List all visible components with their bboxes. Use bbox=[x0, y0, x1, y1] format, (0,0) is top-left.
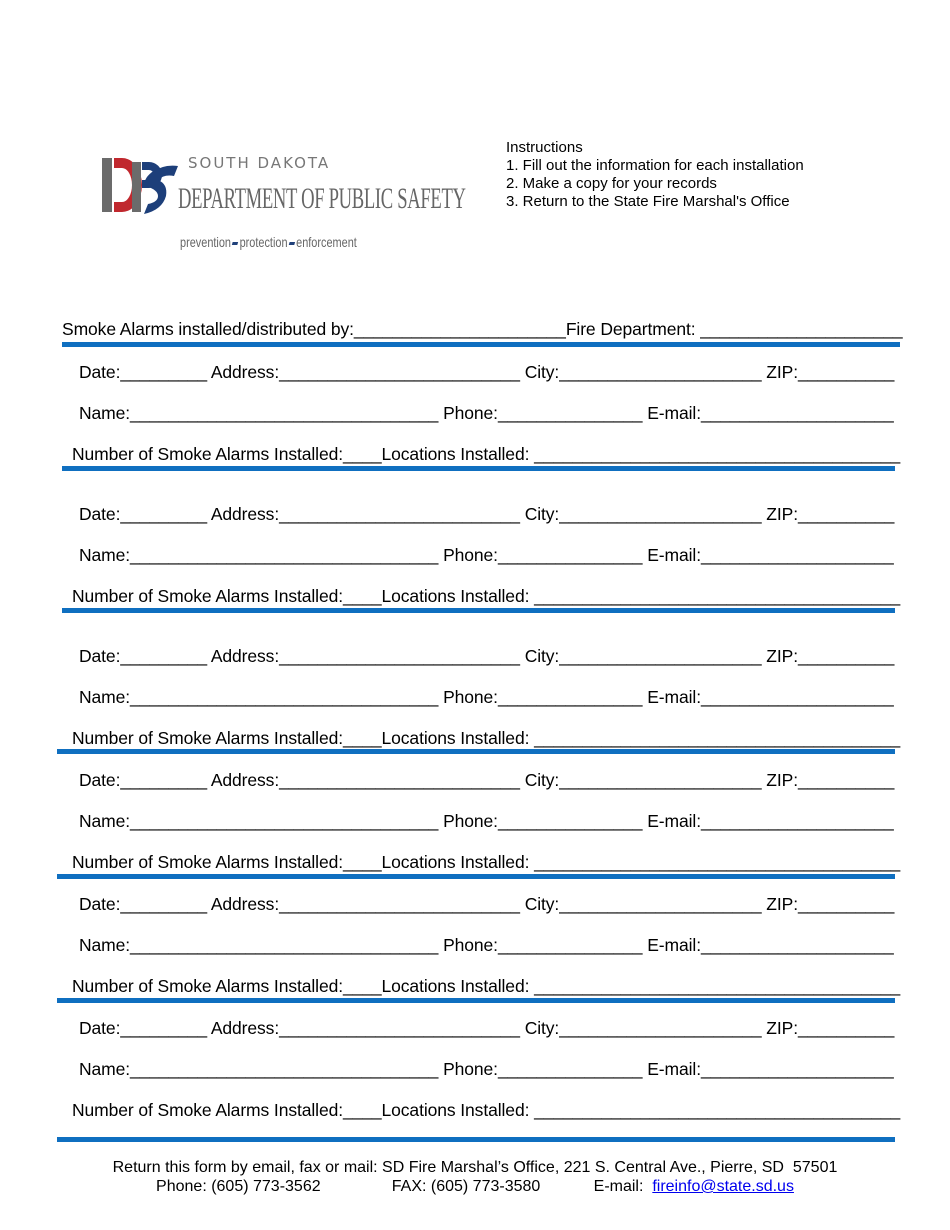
phone-label: Phone: bbox=[443, 811, 498, 831]
phone-field[interactable]: _______________ bbox=[497, 811, 643, 831]
address-field[interactable]: _________________________ bbox=[279, 894, 520, 914]
section-divider bbox=[57, 874, 895, 879]
footer-fax: FAX: (605) 773-3580 bbox=[391, 1178, 541, 1195]
address-field[interactable]: _________________________ bbox=[279, 770, 520, 790]
phone-label: Phone: bbox=[443, 935, 498, 955]
name-field[interactable]: ________________________________ bbox=[130, 1059, 439, 1079]
date-address-row bbox=[79, 362, 894, 383]
number-installed-field[interactable]: ____ bbox=[342, 1100, 382, 1120]
tagline-prevention: prevention bbox=[180, 234, 232, 250]
alarms-row bbox=[72, 586, 900, 607]
logo-department-text: DEPARTMENT OF PUBLIC SAFETY bbox=[178, 182, 466, 215]
locations-label: Locations Installed: bbox=[381, 586, 530, 606]
date-address-row bbox=[79, 1018, 894, 1039]
name-label: Name: bbox=[79, 545, 131, 565]
name-contact-row bbox=[79, 687, 894, 708]
date-field[interactable]: _________ bbox=[120, 894, 208, 914]
email-label: E-mail: bbox=[647, 403, 701, 423]
tagline-separator bbox=[289, 242, 295, 245]
city-label: City: bbox=[524, 1018, 560, 1038]
name-field[interactable]: ________________________________ bbox=[130, 935, 439, 955]
email-label: E-mail: bbox=[647, 935, 701, 955]
phone-label: Phone: bbox=[443, 403, 498, 423]
number-installed-label: Number of Smoke Alarms Installed: bbox=[72, 1100, 343, 1120]
name-label: Name: bbox=[79, 687, 131, 707]
date-address-row bbox=[79, 504, 894, 525]
tagline-enforcement: enforcement bbox=[296, 234, 357, 250]
address-field[interactable]: _________________________ bbox=[279, 1018, 520, 1038]
name-contact-row bbox=[79, 935, 894, 956]
number-installed-field[interactable]: ____ bbox=[342, 976, 382, 996]
zip-label: ZIP: bbox=[766, 1018, 798, 1038]
phone-field[interactable]: _______________ bbox=[497, 935, 643, 955]
city-label: City: bbox=[524, 770, 560, 790]
name-contact-row bbox=[79, 545, 894, 566]
zip-label: ZIP: bbox=[766, 504, 798, 524]
zip-field[interactable]: __________ bbox=[797, 1018, 895, 1038]
city-field[interactable]: _____________________ bbox=[559, 1018, 762, 1038]
locations-label: Locations Installed: bbox=[381, 1100, 530, 1120]
name-label: Name: bbox=[79, 1059, 131, 1079]
footer-email-link[interactable]: fireinfo@state.sd.us bbox=[652, 1178, 794, 1195]
locations-label: Locations Installed: bbox=[381, 728, 530, 748]
email-field[interactable]: ____________________ bbox=[700, 811, 894, 831]
zip-field[interactable]: __________ bbox=[797, 504, 895, 524]
city-label: City: bbox=[524, 646, 560, 666]
date-field[interactable]: _________ bbox=[120, 1018, 208, 1038]
number-installed-field[interactable]: ____ bbox=[342, 852, 382, 872]
phone-label: Phone: bbox=[443, 1059, 498, 1079]
phone-label: Phone: bbox=[443, 687, 498, 707]
name-field[interactable]: ________________________________ bbox=[130, 811, 439, 831]
address-label: Address: bbox=[210, 770, 280, 790]
email-field[interactable]: ____________________ bbox=[700, 545, 894, 565]
name-field[interactable]: ________________________________ bbox=[130, 403, 439, 423]
address-label: Address: bbox=[210, 894, 280, 914]
number-installed-field[interactable]: ____ bbox=[342, 728, 382, 748]
tagline-protection: protection bbox=[239, 234, 288, 250]
date-label: Date: bbox=[79, 504, 121, 524]
logo-state-text: SOUTH DAKOTA bbox=[188, 154, 331, 172]
city-field[interactable]: _____________________ bbox=[559, 646, 762, 666]
section-divider bbox=[57, 749, 895, 754]
department-logo bbox=[102, 152, 466, 262]
footer-return-text: Return this form by email, fax or mail: SD Fire Marshal’s Office, 221 S. Central Ave., Pierre, SD 57501 bbox=[112, 1159, 838, 1176]
email-label: E-mail: bbox=[647, 1059, 701, 1079]
instruction-step: 2. Make a copy for your records bbox=[506, 175, 717, 192]
installed-by-field[interactable]: ______________________ bbox=[353, 319, 566, 339]
instructions-title: Instructions bbox=[506, 139, 583, 156]
zip-label: ZIP: bbox=[766, 894, 798, 914]
number-installed-label: Number of Smoke Alarms Installed: bbox=[72, 976, 343, 996]
name-contact-row bbox=[79, 403, 894, 424]
footer-contact-row bbox=[0, 1178, 950, 1196]
date-field[interactable]: _________ bbox=[120, 362, 208, 382]
tagline-separator bbox=[232, 242, 238, 245]
name-field[interactable]: ________________________________ bbox=[130, 545, 439, 565]
address-field[interactable]: _________________________ bbox=[279, 362, 520, 382]
address-label: Address: bbox=[210, 646, 280, 666]
locations-label: Locations Installed: bbox=[381, 852, 530, 872]
instructions-block bbox=[506, 139, 804, 211]
locations-field[interactable]: ______________________________________ bbox=[534, 586, 901, 606]
footer-phone: Phone: (605) 773-3562 bbox=[156, 1178, 321, 1195]
date-label: Date: bbox=[79, 646, 121, 666]
number-installed-field[interactable]: ____ bbox=[342, 444, 382, 464]
logo-tagline bbox=[180, 234, 357, 250]
locations-field[interactable]: ______________________________________ bbox=[534, 1100, 901, 1120]
zip-field[interactable]: __________ bbox=[797, 646, 895, 666]
name-label: Name: bbox=[79, 811, 131, 831]
phone-label: Phone: bbox=[443, 545, 498, 565]
locations-field[interactable]: ______________________________________ bbox=[534, 728, 901, 748]
zip-field[interactable]: __________ bbox=[797, 894, 895, 914]
locations-field[interactable]: ______________________________________ bbox=[534, 444, 901, 464]
instruction-step: 3. Return to the State Fire Marshal's Office bbox=[506, 193, 790, 210]
address-label: Address: bbox=[210, 504, 280, 524]
number-installed-label: Number of Smoke Alarms Installed: bbox=[72, 728, 343, 748]
number-installed-label: Number of Smoke Alarms Installed: bbox=[72, 852, 343, 872]
city-field[interactable]: _____________________ bbox=[559, 770, 762, 790]
zip-label: ZIP: bbox=[766, 770, 798, 790]
zip-field[interactable]: __________ bbox=[797, 362, 895, 382]
email-label: E-mail: bbox=[647, 811, 701, 831]
email-field[interactable]: ____________________ bbox=[700, 403, 894, 423]
name-field[interactable]: ________________________________ bbox=[130, 687, 439, 707]
city-field[interactable]: _____________________ bbox=[559, 362, 762, 382]
city-label: City: bbox=[524, 504, 560, 524]
city-label: City: bbox=[524, 362, 560, 382]
email-label: E-mail: bbox=[647, 687, 701, 707]
fire-department-label: Fire Department: bbox=[565, 319, 696, 339]
date-field[interactable]: _________ bbox=[120, 770, 208, 790]
section-divider bbox=[57, 998, 895, 1003]
name-contact-row bbox=[79, 811, 894, 832]
footer-email-label: E-mail: bbox=[593, 1178, 644, 1195]
date-address-row bbox=[79, 646, 894, 667]
city-field[interactable]: _____________________ bbox=[559, 504, 762, 524]
date-field[interactable]: _________ bbox=[120, 504, 208, 524]
section-divider bbox=[62, 466, 895, 471]
alarms-row bbox=[72, 1100, 900, 1121]
installer-line bbox=[62, 319, 903, 340]
alarms-row bbox=[72, 444, 900, 465]
number-installed-label: Number of Smoke Alarms Installed: bbox=[72, 586, 343, 606]
locations-field[interactable]: ______________________________________ bbox=[534, 976, 901, 996]
city-field[interactable]: _____________________ bbox=[559, 894, 762, 914]
date-label: Date: bbox=[79, 770, 121, 790]
number-installed-field[interactable]: ____ bbox=[342, 586, 382, 606]
alarms-row bbox=[72, 852, 900, 873]
date-field[interactable]: _________ bbox=[120, 646, 208, 666]
name-label: Name: bbox=[79, 403, 131, 423]
name-label: Name: bbox=[79, 935, 131, 955]
fire-department-field[interactable]: _____________________ bbox=[700, 319, 903, 339]
section-divider bbox=[57, 1137, 895, 1142]
email-field[interactable]: ____________________ bbox=[700, 1059, 894, 1079]
zip-label: ZIP: bbox=[766, 646, 798, 666]
phone-field[interactable]: _______________ bbox=[497, 687, 643, 707]
locations-label: Locations Installed: bbox=[381, 976, 530, 996]
email-label: E-mail: bbox=[647, 545, 701, 565]
number-installed-label: Number of Smoke Alarms Installed: bbox=[72, 444, 343, 464]
zip-field[interactable]: __________ bbox=[797, 770, 895, 790]
date-address-row bbox=[79, 894, 894, 915]
date-address-row bbox=[79, 770, 894, 791]
instruction-step: 1. Fill out the information for each installation bbox=[506, 157, 804, 174]
dps-logo-icon bbox=[102, 154, 180, 216]
locations-field[interactable]: ______________________________________ bbox=[534, 852, 901, 872]
date-label: Date: bbox=[79, 362, 121, 382]
alarms-row bbox=[72, 976, 900, 997]
address-field[interactable]: _________________________ bbox=[279, 646, 520, 666]
section-divider bbox=[62, 342, 900, 347]
phone-field[interactable]: _______________ bbox=[497, 403, 643, 423]
email-field[interactable]: ____________________ bbox=[700, 935, 894, 955]
address-label: Address: bbox=[210, 362, 280, 382]
address-label: Address: bbox=[210, 1018, 280, 1038]
name-contact-row bbox=[79, 1059, 894, 1080]
phone-field[interactable]: _______________ bbox=[497, 1059, 643, 1079]
alarms-row bbox=[72, 728, 900, 749]
date-label: Date: bbox=[79, 1018, 121, 1038]
address-field[interactable]: _________________________ bbox=[279, 504, 520, 524]
zip-label: ZIP: bbox=[766, 362, 798, 382]
locations-label: Locations Installed: bbox=[381, 444, 530, 464]
date-label: Date: bbox=[79, 894, 121, 914]
city-label: City: bbox=[524, 894, 560, 914]
email-field[interactable]: ____________________ bbox=[700, 687, 894, 707]
phone-field[interactable]: _______________ bbox=[497, 545, 643, 565]
installed-by-label: Smoke Alarms installed/distributed by: bbox=[62, 319, 354, 339]
section-divider bbox=[62, 608, 895, 613]
